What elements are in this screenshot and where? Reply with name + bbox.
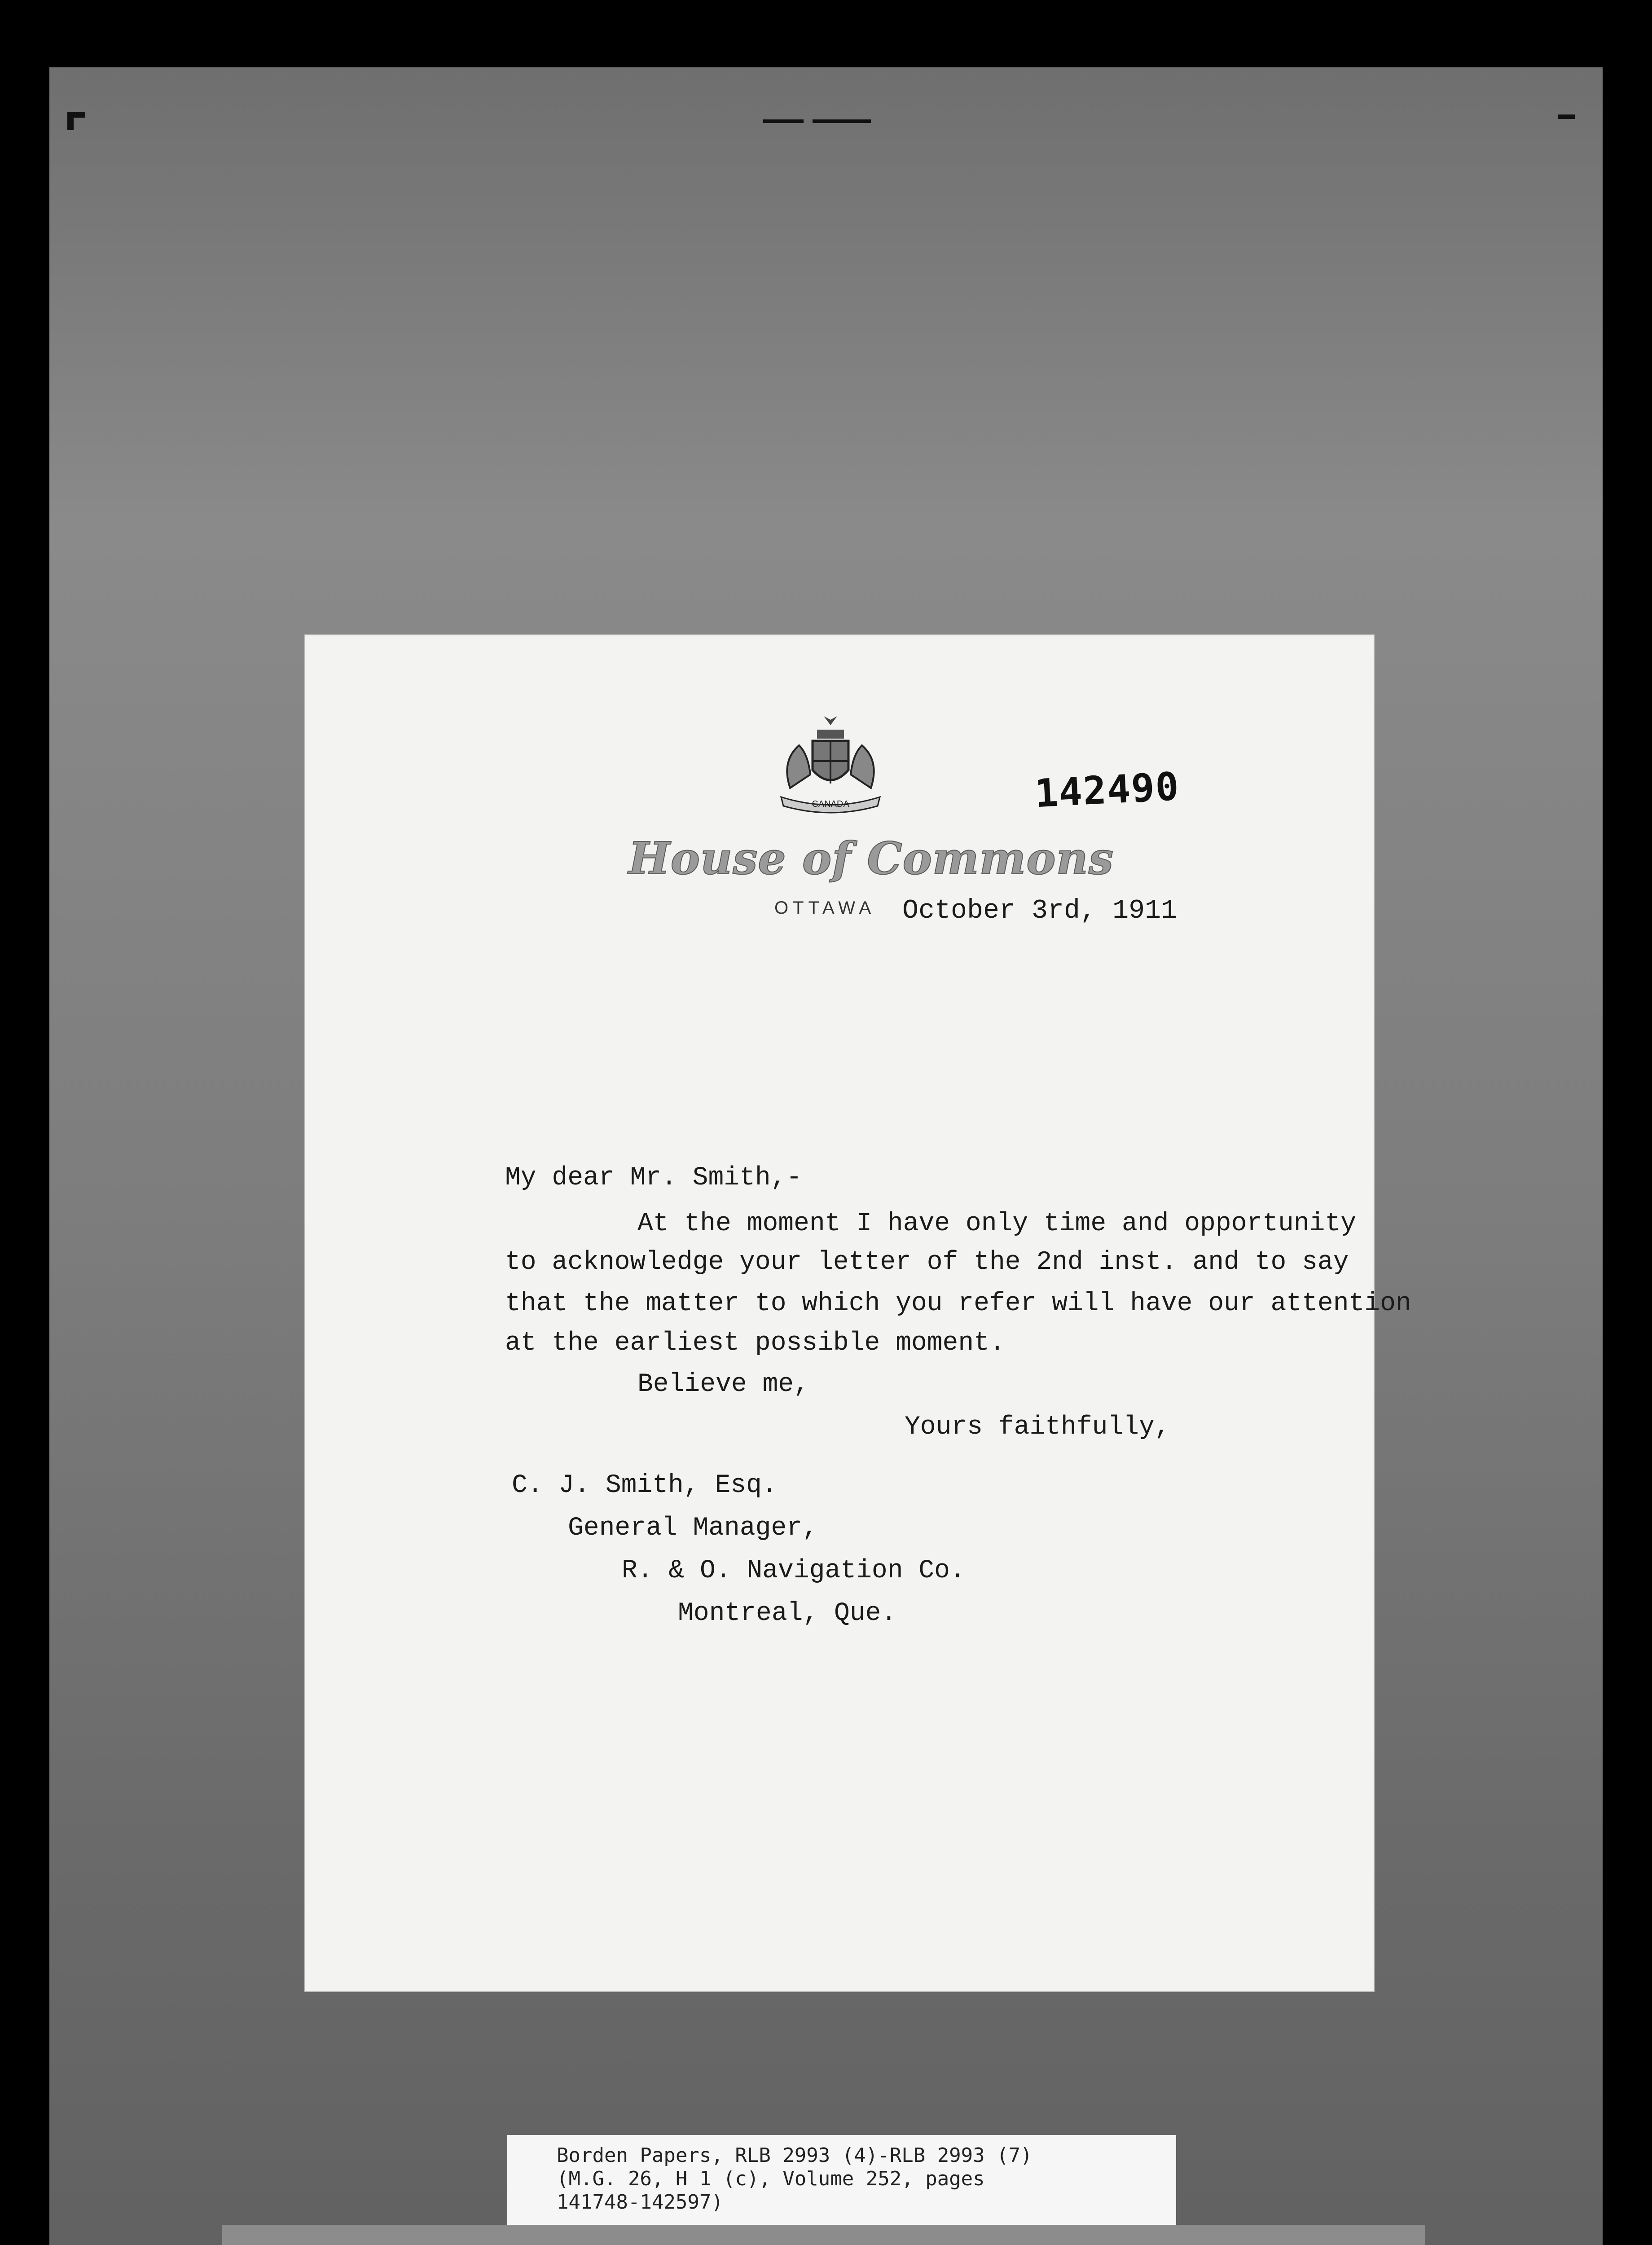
address-line: General Manager, (568, 1514, 818, 1543)
crest-label: CANADA (812, 799, 849, 809)
letter-page (305, 635, 1411, 1991)
address-line: C. J. Smith, Esq. (512, 1471, 778, 1500)
body-line: that the matter to which you refer will have our attention (505, 1289, 1411, 1318)
address-line: R. & O. Navigation Co. (622, 1556, 966, 1585)
body-line: at the earliest possible moment. (505, 1329, 1005, 1358)
registration-mark (763, 119, 804, 123)
salutation: My dear Mr. Smith,- (505, 1163, 802, 1193)
citation-label (507, 2135, 1176, 2227)
address-line: Montreal, Que. (678, 1599, 897, 1628)
closing-believe: Believe me, (637, 1370, 809, 1399)
registration-mark (67, 112, 85, 118)
citation-line: (M.G. 26, H 1 (c), Volume 252, pages (557, 2167, 985, 2190)
coat-of-arms-icon (763, 712, 898, 815)
closing-signoff: Yours faithfully, (905, 1413, 1170, 1442)
citation-line: Borden Papers, RLB 2993 (4)-RLB 2993 (7) (557, 2144, 1032, 2167)
letterhead-place: OTTAWA (774, 898, 876, 918)
body-line: At the moment I have only time and opportunity (637, 1209, 1357, 1238)
registration-mark (813, 119, 871, 123)
body-line: to acknowledge your letter of the 2nd inst. and to say (505, 1248, 1349, 1277)
card-backing (222, 2225, 1425, 2245)
registration-mark (1558, 114, 1575, 119)
letterhead-title: House of Commons (628, 833, 1114, 885)
letter-date: October 3rd, 1911 (902, 896, 1177, 926)
document-number: 142490 (1033, 764, 1181, 817)
citation-line: 141748-142597) (557, 2191, 723, 2214)
